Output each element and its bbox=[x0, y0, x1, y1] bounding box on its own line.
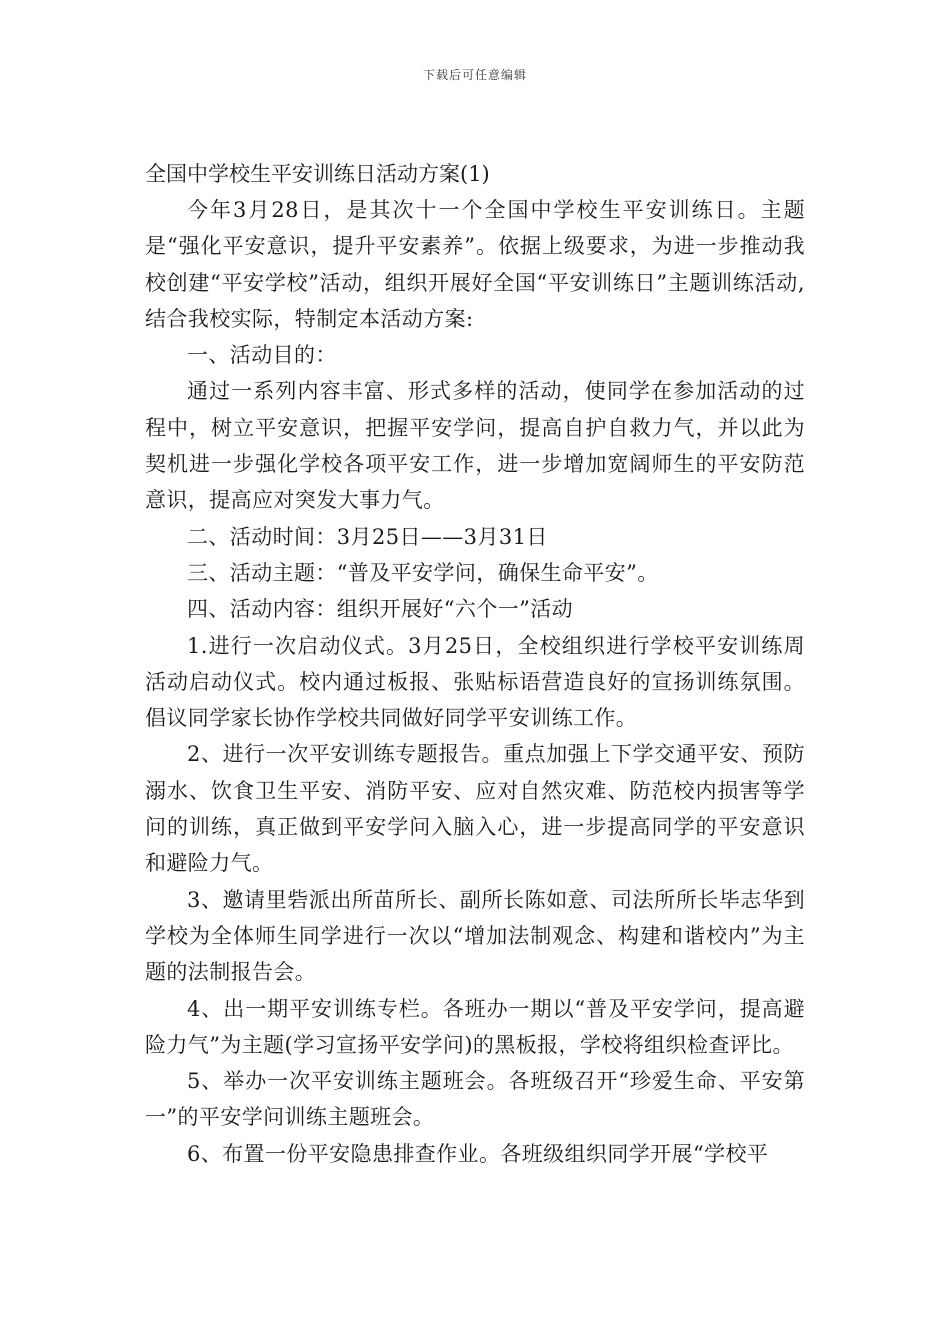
list-item-2: 2、进行一次平安训练专题报告。重点加强上下学交通平安、预防溺水、饮食卫生平安、消防平安、应对自然灾难、防范校内损害等学问的训练，真正做到平安学问入脑入心，进一步提高同学的平安意识和避险力气。 bbox=[145, 742, 805, 876]
list-item-1: 1.进行一次启动仪式。3月25日，全校组织进行学校平安训练周活动启动仪式。校内通过板报、张贴标语营造良好的宣扬训练氛围。倡议同学家长协作学校共同做好同学平安训练工作。 bbox=[145, 633, 805, 731]
section-heading-theme: 三、活动主题：“普及平安学问，确保生命平安”。 bbox=[187, 560, 659, 585]
page-header-note: 下载后可任意编辑 bbox=[422, 68, 527, 82]
paragraph-intro: 今年3月28日，是其次十一个全国中学校生平安训练日。主题是“强化平安意识，提升平安素养”。依据上级要求，为进一步推动我校创建“平安学校”活动，组织开展好全国“平安训练日”主题训练活动,结合我校实际，特制定本活动方案: bbox=[145, 198, 805, 331]
section-heading-purpose: 一、活动目的： bbox=[187, 343, 337, 368]
list-item-4: 4、出一期平安训练专栏。各班办一期以“普及平安学问，提高避险力气”为主题(学习宣扬平安学问)的黑板报，学校将组织检查评比。 bbox=[145, 996, 805, 1057]
list-item-6: 6、布置一份平安隐患排查作业。各班级组织同学开展“学校平 bbox=[187, 1141, 769, 1166]
document-body bbox=[145, 156, 805, 1172]
section-heading-time: 二、活动时间：3月25日——3月31日 bbox=[187, 524, 548, 549]
section-heading-content: 四、活动内容：组织开展好“六个一”活动 bbox=[187, 597, 574, 622]
list-item-5: 5、举办一次平安训练主题班会。各班级召开“珍爱生命、平安第一”的平安学问训练主题班会。 bbox=[145, 1069, 805, 1130]
paragraph-purpose: 通过一系列内容丰富、形式多样的活动，使同学在参加活动的过程中，树立平安意识，把握平安学问，提高自护自救力气，并以此为契机进一步强化学校各项平安工作，进一步增加宽阔师生的平安防范意识，提高应对突发大事力气。 bbox=[145, 379, 805, 513]
document-title: 全国中学校生平安训练日活动方案(1) bbox=[145, 162, 490, 186]
list-item-3: 3、邀请里砦派出所苗所长、副所长陈如意、司法所所长毕志华到学校为全体师生同学进行一次以“增加法制观念、构建和谐校内”为主题的法制报告会。 bbox=[145, 887, 805, 985]
